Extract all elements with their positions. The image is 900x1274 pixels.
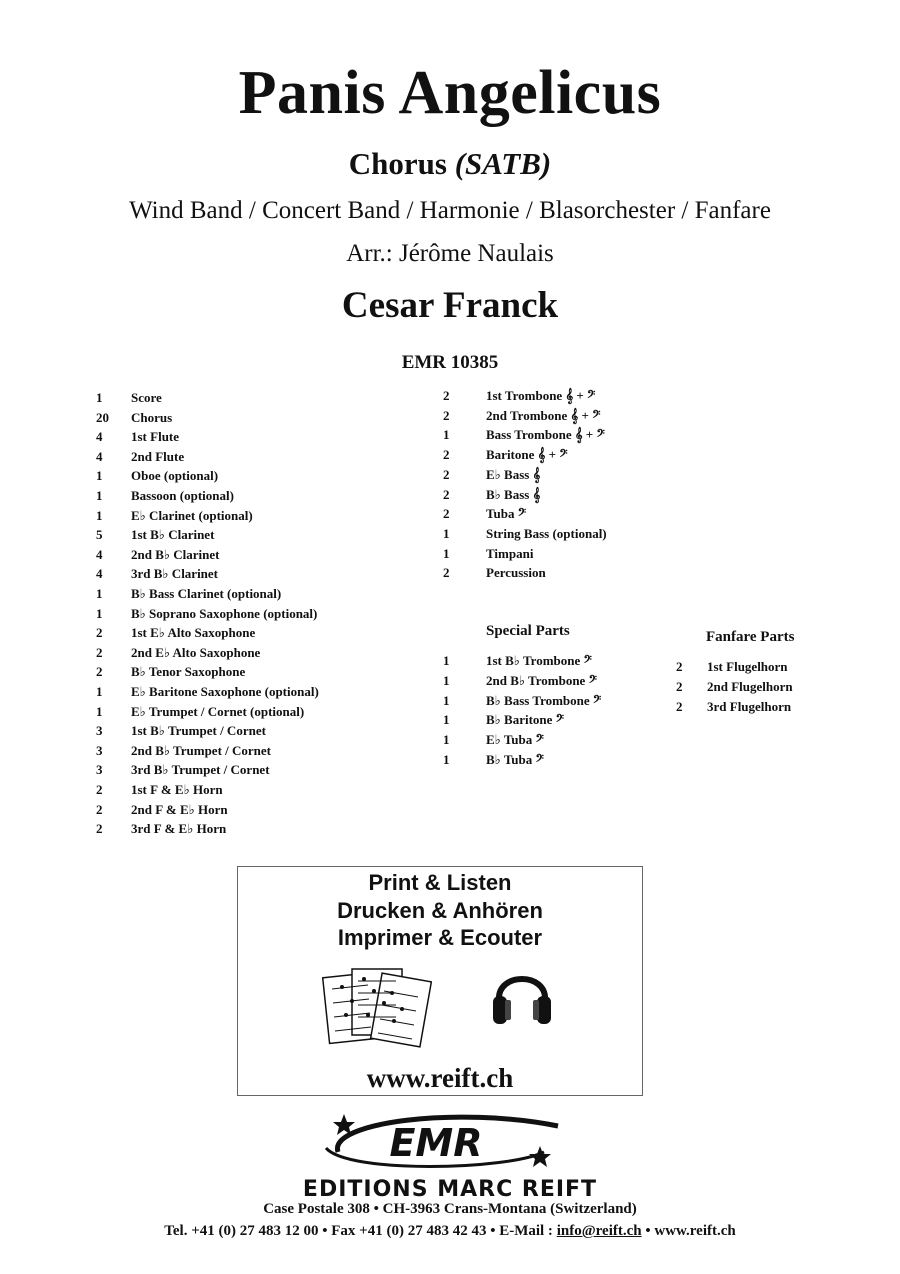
part-name: E♭ Tuba 𝄢 bbox=[486, 732, 544, 748]
part-quantity: 2 bbox=[443, 407, 450, 423]
band-types: Wind Band / Concert Band / Harmonie / Blasorchester / Fanfare bbox=[129, 197, 771, 224]
part-name: Score bbox=[131, 390, 162, 405]
part-name: 1st Flugelhorn bbox=[707, 659, 788, 674]
part-quantity: 2 bbox=[443, 466, 450, 482]
part-quantity: 2 bbox=[676, 698, 683, 714]
part-name: 2nd E♭ Alto Saxophone bbox=[131, 644, 261, 660]
part-name: 1st B♭ Trombone 𝄢 bbox=[486, 653, 592, 668]
part-name: 1st B♭ Trumpet / Cornet bbox=[131, 723, 266, 739]
special-parts-heading: Special Parts bbox=[486, 623, 570, 639]
part-name: B♭ Bass Clarinet (optional) bbox=[131, 586, 282, 601]
part-name: 1st Trombone 𝄞 + 𝄢 bbox=[486, 388, 596, 403]
part-name: 2nd B♭ Clarinet bbox=[131, 546, 220, 562]
part-name: 2nd Flugelhorn bbox=[707, 678, 793, 694]
part-quantity: 3 bbox=[96, 742, 103, 758]
part-name: 1st F & E♭ Horn bbox=[131, 782, 223, 797]
part-name: 3rd Flugelhorn bbox=[707, 698, 792, 714]
contact-phone-fax: Tel. +41 (0) 27 483 12 00 • Fax +41 (0) 27 483 42 43 • E-Mail : bbox=[164, 1223, 557, 1239]
part-quantity: 1 bbox=[443, 525, 450, 541]
part-quantity: 5 bbox=[96, 527, 103, 543]
part-name: String Bass (optional) bbox=[486, 525, 607, 541]
part-quantity: 2 bbox=[96, 644, 103, 660]
part-name: B♭ Bass Trombone 𝄢 bbox=[486, 692, 602, 708]
publisher-name: EDITIONS MARC REIFT bbox=[302, 1177, 598, 1202]
part-name: Timpani bbox=[486, 545, 534, 561]
part-name: B♭ Tuba 𝄢 bbox=[486, 752, 544, 767]
part-name: Chorus bbox=[131, 409, 173, 425]
part-quantity: 1 bbox=[443, 692, 450, 708]
subtitle bbox=[0, 146, 900, 182]
part-quantity: 4 bbox=[96, 546, 103, 562]
part-name: 2nd B♭ Trombone 𝄢 bbox=[486, 672, 597, 688]
promo-line-en: Print & Listen bbox=[368, 870, 512, 895]
part-quantity: 2 bbox=[676, 678, 683, 694]
part-quantity: 4 bbox=[96, 429, 103, 445]
promo-line-fr: Imprimer & Ecouter bbox=[337, 925, 543, 950]
part-quantity: 2 bbox=[443, 486, 450, 502]
part-quantity: 4 bbox=[96, 566, 103, 582]
part-quantity: 2 bbox=[443, 388, 450, 403]
part-quantity: 1 bbox=[443, 672, 450, 688]
part-quantity: 1 bbox=[96, 390, 103, 405]
part-quantity: 2 bbox=[443, 447, 450, 463]
part-name: Tuba 𝄢 bbox=[486, 506, 527, 522]
part-name: 1st E♭ Alto Saxophone bbox=[131, 625, 256, 641]
part-name: Bass Trombone 𝄞 + 𝄢 bbox=[486, 427, 605, 443]
contact-website: • www.reift.ch bbox=[641, 1223, 736, 1239]
sheet-music-icon bbox=[322, 963, 432, 1059]
publisher-contact bbox=[0, 1223, 900, 1240]
part-quantity: 2 bbox=[443, 565, 450, 581]
part-name: B♭ Bass 𝄞 bbox=[486, 486, 541, 502]
subtitle-main: Chorus bbox=[348, 146, 447, 181]
part-name: Percussion bbox=[486, 565, 546, 581]
part-quantity: 1 bbox=[443, 752, 450, 767]
part-name: 3rd B♭ Clarinet bbox=[131, 566, 219, 582]
part-name: 2nd F & E♭ Horn bbox=[131, 801, 228, 817]
composer: Cesar Franck bbox=[341, 285, 559, 326]
part-quantity: 1 bbox=[96, 586, 103, 601]
email-link[interactable]: info@reift.ch bbox=[556, 1223, 642, 1239]
part-name: E♭ Bass 𝄞 bbox=[486, 466, 541, 482]
part-quantity: 1 bbox=[96, 507, 103, 523]
part-quantity: 2 bbox=[443, 506, 450, 522]
part-quantity: 2 bbox=[96, 801, 103, 817]
part-quantity: 1 bbox=[443, 732, 450, 748]
part-name: E♭ Clarinet (optional) bbox=[131, 507, 253, 523]
headphones-icon bbox=[491, 958, 553, 1030]
part-name: B♭ Soprano Saxophone (optional) bbox=[131, 605, 318, 621]
part-quantity: 3 bbox=[96, 723, 103, 739]
part-name: 3rd B♭ Trumpet / Cornet bbox=[131, 762, 270, 778]
part-quantity: 1 bbox=[443, 653, 450, 668]
part-name: Bassoon (optional) bbox=[131, 488, 234, 503]
part-name: E♭ Trumpet / Cornet (optional) bbox=[131, 703, 305, 719]
part-quantity: 3 bbox=[96, 762, 103, 778]
catalog-number: EMR 10385 bbox=[401, 352, 499, 373]
part-name: E♭ Baritone Saxophone (optional) bbox=[131, 684, 319, 699]
emr-logo-text: EMR bbox=[389, 1121, 483, 1165]
part-quantity: 1 bbox=[443, 427, 450, 443]
part-quantity: 2 bbox=[96, 625, 103, 641]
print-listen-box bbox=[237, 866, 643, 1096]
part-quantity: 1 bbox=[96, 703, 103, 719]
part-quantity: 1 bbox=[443, 712, 450, 728]
promo-url[interactable]: www.reift.ch bbox=[366, 1063, 514, 1093]
emr-logo bbox=[308, 1108, 568, 1176]
part-quantity: 1 bbox=[96, 488, 103, 503]
part-name: 3rd F & E♭ Horn bbox=[131, 821, 227, 837]
part-name: 1st B♭ Clarinet bbox=[131, 527, 215, 543]
part-quantity: 2 bbox=[96, 782, 103, 797]
part-quantity: 1 bbox=[96, 468, 103, 484]
part-quantity: 1 bbox=[443, 545, 450, 561]
part-name: B♭ Tenor Saxophone bbox=[131, 664, 246, 680]
part-name: 1st Flute bbox=[131, 429, 180, 445]
page-title: Panis Angelicus bbox=[238, 59, 662, 127]
part-quantity: 4 bbox=[96, 448, 103, 464]
part-quantity: 2 bbox=[96, 664, 103, 680]
part-name: 2nd Flute bbox=[131, 448, 185, 464]
subtitle-voicing: (SATB) bbox=[454, 146, 552, 181]
part-quantity: 2 bbox=[96, 821, 103, 837]
part-name: 2nd B♭ Trumpet / Cornet bbox=[131, 742, 271, 758]
part-quantity: 20 bbox=[96, 409, 109, 425]
part-quantity: 1 bbox=[96, 605, 103, 621]
part-name: Oboe (optional) bbox=[131, 468, 219, 484]
part-quantity: 2 bbox=[676, 659, 683, 674]
part-quantity: 1 bbox=[96, 684, 103, 699]
arranger: Arr.: Jérôme Naulais bbox=[346, 240, 554, 267]
promo-line-de: Drucken & Anhören bbox=[337, 898, 543, 923]
publisher-address: Case Postale 308 • CH-3963 Crans-Montana (Switzerland) bbox=[263, 1201, 637, 1217]
part-name: Baritone 𝄞 + 𝄢 bbox=[486, 447, 568, 463]
fanfare-parts-heading: Fanfare Parts bbox=[706, 629, 795, 645]
part-name: B♭ Baritone 𝄢 bbox=[486, 712, 565, 728]
part-name: 2nd Trombone 𝄞 + 𝄢 bbox=[486, 407, 601, 423]
